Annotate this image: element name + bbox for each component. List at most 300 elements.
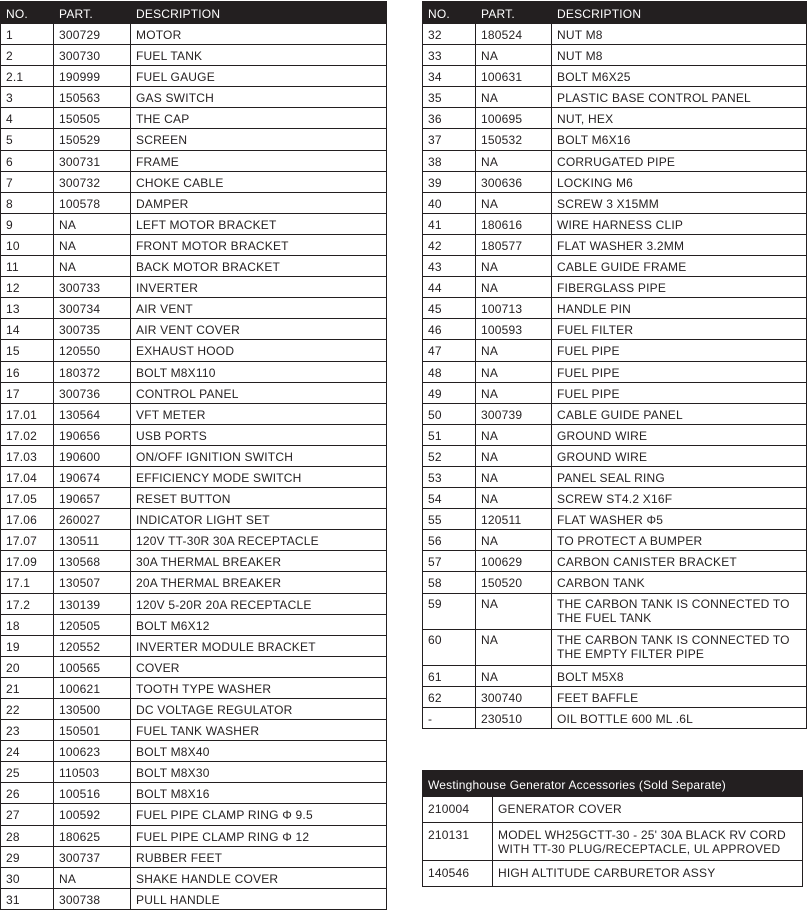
table-row <box>1 319 387 340</box>
part-number: 43 <box>423 256 476 277</box>
part-code: 150529 <box>54 129 131 150</box>
table-row <box>1 677 387 698</box>
part-number: 44 <box>423 277 476 298</box>
part-code: 100695 <box>476 108 552 129</box>
part-code: NA <box>476 488 552 509</box>
part-number: 60 <box>423 629 476 665</box>
part-description: PANEL SEAL RING <box>552 466 807 487</box>
table-row <box>1 150 387 171</box>
part-number: 17.04 <box>1 466 54 487</box>
part-code: 190657 <box>54 488 131 509</box>
accessory-row <box>423 823 803 861</box>
part-code: NA <box>476 530 552 551</box>
table-row <box>1 614 387 635</box>
part-number: 3 <box>1 87 54 108</box>
part-number: 17.2 <box>1 593 54 614</box>
part-number: 55 <box>423 509 476 530</box>
part-description: RESET BUTTON <box>131 488 387 509</box>
part-description: CONTROL PANEL <box>131 382 387 403</box>
table-row <box>1 403 387 424</box>
parts-list-left <box>1 24 387 910</box>
header-part: PART. <box>476 2 552 24</box>
part-number: 17 <box>1 382 54 403</box>
part-description: BACK MOTOR BRACKET <box>131 256 387 277</box>
part-number: 10 <box>1 234 54 255</box>
parts-table-left <box>0 1 387 910</box>
part-number: 40 <box>423 192 476 213</box>
table-row <box>1 509 387 530</box>
table-row <box>1 129 387 150</box>
part-description: CARBON TANK <box>552 572 807 593</box>
part-code: 100578 <box>54 192 131 213</box>
part-description: EXHAUST HOOD <box>131 340 387 361</box>
part-number: 58 <box>423 572 476 593</box>
part-number: 17.03 <box>1 445 54 466</box>
table-row <box>1 741 387 762</box>
part-number: 17.1 <box>1 572 54 593</box>
part-description: NUT M8 <box>552 24 807 45</box>
table-row <box>1 45 387 66</box>
part-number: 47 <box>423 340 476 361</box>
part-description: WIRE HARNESS CLIP <box>552 213 807 234</box>
table-row <box>423 593 807 629</box>
part-description: PLASTIC BASE CONTROL PANEL <box>552 87 807 108</box>
part-code: 120550 <box>54 340 131 361</box>
part-number: 18 <box>1 614 54 635</box>
part-number: 17.06 <box>1 509 54 530</box>
part-number: 17.01 <box>1 403 54 424</box>
part-description: 120V TT-30R 30A RECEPTACLE <box>131 530 387 551</box>
part-code: 130500 <box>54 699 131 720</box>
part-code: 130507 <box>54 572 131 593</box>
part-description: THE CARBON TANK IS CONNECTED TO THE EMPTY FILTER PIPE <box>552 629 807 665</box>
part-number: 36 <box>423 108 476 129</box>
part-code: 180577 <box>476 234 552 255</box>
table-row <box>1 424 387 445</box>
table-row <box>1 298 387 319</box>
part-description: NUT, HEX <box>552 108 807 129</box>
table-row <box>423 24 807 45</box>
part-number: 17.05 <box>1 488 54 509</box>
part-description: MOTOR <box>131 24 387 45</box>
part-number: 32 <box>423 24 476 45</box>
part-code: 190674 <box>54 466 131 487</box>
part-number: 27 <box>1 804 54 825</box>
table-row <box>1 382 387 403</box>
table-row <box>423 403 807 424</box>
part-code: 300738 <box>54 888 131 909</box>
part-description: NUT M8 <box>552 45 807 66</box>
part-code: NA <box>476 340 552 361</box>
part-description: FIBERGLASS PIPE <box>552 277 807 298</box>
part-code: 100516 <box>54 783 131 804</box>
part-code: 150532 <box>476 129 552 150</box>
part-code: 300735 <box>54 319 131 340</box>
part-number: 1 <box>1 24 54 45</box>
part-number: 5 <box>1 129 54 150</box>
part-number: 61 <box>423 665 476 686</box>
table-row <box>423 361 807 382</box>
part-code: 120511 <box>476 509 552 530</box>
part-code: 150501 <box>54 720 131 741</box>
part-number: 33 <box>423 45 476 66</box>
part-number: 24 <box>1 741 54 762</box>
part-code: 190999 <box>54 66 131 87</box>
part-code: 300730 <box>54 45 131 66</box>
part-code: 190656 <box>54 424 131 445</box>
part-code: 180524 <box>476 24 552 45</box>
table-row <box>423 686 807 707</box>
part-code: 110503 <box>54 762 131 783</box>
part-code: 100629 <box>476 551 552 572</box>
table-row <box>423 108 807 129</box>
part-code: 150563 <box>54 87 131 108</box>
part-description: BOLT M8X30 <box>131 762 387 783</box>
part-code: 190600 <box>54 445 131 466</box>
table-row <box>1 530 387 551</box>
part-code: 130139 <box>54 593 131 614</box>
part-number: 9 <box>1 213 54 234</box>
part-number: 41 <box>423 213 476 234</box>
part-number: 56 <box>423 530 476 551</box>
accessory-code: 140546 <box>423 861 493 887</box>
part-number: 51 <box>423 424 476 445</box>
parts-list-right <box>423 24 807 729</box>
part-number: 13 <box>1 298 54 319</box>
accessory-description: MODEL WH25GCTT-30 - 25' 30A BLACK RV CORD WITH TT-30 PLUG/RECEPTACLE, UL APPROVED <box>493 823 803 861</box>
part-number: 7 <box>1 171 54 192</box>
part-number: 17.02 <box>1 424 54 445</box>
part-description: FUEL PIPE <box>552 340 807 361</box>
accessories-table <box>422 770 803 887</box>
part-description: COVER <box>131 656 387 677</box>
part-code: NA <box>476 150 552 171</box>
part-description: FLAT WASHER Φ5 <box>552 509 807 530</box>
part-code: NA <box>54 234 131 255</box>
table-row <box>423 87 807 108</box>
part-code: 300732 <box>54 171 131 192</box>
part-code: 180372 <box>54 361 131 382</box>
part-code: 100631 <box>476 66 552 87</box>
part-code: 300739 <box>476 403 552 424</box>
part-code: 300636 <box>476 171 552 192</box>
table-row <box>423 572 807 593</box>
part-description: TO PROTECT A BUMPER <box>552 530 807 551</box>
table-row <box>1 213 387 234</box>
part-description: OIL BOTTLE 600 ML .6L <box>552 707 807 728</box>
part-code: 100592 <box>54 804 131 825</box>
part-description: THE CARBON TANK IS CONNECTED TO THE FUEL TANK <box>552 593 807 629</box>
part-code: NA <box>476 87 552 108</box>
part-code: 300733 <box>54 277 131 298</box>
part-number: 6 <box>1 150 54 171</box>
part-description: BOLT M8X110 <box>131 361 387 382</box>
part-number: 59 <box>423 593 476 629</box>
part-code: 300731 <box>54 150 131 171</box>
table-row <box>423 466 807 487</box>
table-row <box>423 382 807 403</box>
part-number: 48 <box>423 361 476 382</box>
accessories-header-row <box>423 771 803 797</box>
part-code: NA <box>54 867 131 888</box>
table-row <box>1 466 387 487</box>
table-row <box>423 509 807 530</box>
part-description: BOLT M5X8 <box>552 665 807 686</box>
table-row <box>423 445 807 466</box>
table-header-row <box>423 2 807 24</box>
table-row <box>423 530 807 551</box>
part-number: 42 <box>423 234 476 255</box>
part-code: NA <box>476 382 552 403</box>
table-row <box>423 707 807 728</box>
table-row <box>1 720 387 741</box>
part-number: 25 <box>1 762 54 783</box>
part-number: 26 <box>1 783 54 804</box>
part-description: FRAME <box>131 150 387 171</box>
part-number: 38 <box>423 150 476 171</box>
part-code: 300740 <box>476 686 552 707</box>
part-code: 180625 <box>54 825 131 846</box>
table-row <box>1 108 387 129</box>
part-code: 130568 <box>54 551 131 572</box>
table-row <box>423 66 807 87</box>
table-row <box>1 488 387 509</box>
table-row <box>423 488 807 509</box>
table-row <box>423 424 807 445</box>
header-no: NO. <box>1 2 54 24</box>
part-description: FUEL PIPE CLAMP RING Φ 12 <box>131 825 387 846</box>
table-row <box>423 551 807 572</box>
part-code: 100593 <box>476 319 552 340</box>
part-number: 54 <box>423 488 476 509</box>
part-description: 20A THERMAL BREAKER <box>131 572 387 593</box>
part-description: THE CAP <box>131 108 387 129</box>
accessory-description: HIGH ALTITUDE CARBURETOR ASSY <box>493 861 803 887</box>
part-number: 15 <box>1 340 54 361</box>
part-number: 49 <box>423 382 476 403</box>
table-row <box>423 629 807 665</box>
part-description: FUEL TANK <box>131 45 387 66</box>
table-row <box>423 340 807 361</box>
table-row <box>1 171 387 192</box>
part-description: FUEL PIPE <box>552 361 807 382</box>
part-number: 14 <box>1 319 54 340</box>
table-row <box>1 635 387 656</box>
table-row <box>1 24 387 45</box>
part-description: CABLE GUIDE FRAME <box>552 256 807 277</box>
table-row <box>423 256 807 277</box>
header-description: DESCRIPTION <box>552 2 807 24</box>
part-number: 23 <box>1 720 54 741</box>
part-description: BOLT M8X40 <box>131 741 387 762</box>
table-row <box>1 762 387 783</box>
part-code: 300737 <box>54 846 131 867</box>
part-description: FEET BAFFLE <box>552 686 807 707</box>
part-description: SCREEN <box>131 129 387 150</box>
table-row <box>423 213 807 234</box>
part-description: INDICATOR LIGHT SET <box>131 509 387 530</box>
part-description: SCREW 3 X15MM <box>552 192 807 213</box>
part-code: 130511 <box>54 530 131 551</box>
part-number: 50 <box>423 403 476 424</box>
part-description: HANDLE PIN <box>552 298 807 319</box>
part-code: 120505 <box>54 614 131 635</box>
table-row <box>1 867 387 888</box>
part-number: 52 <box>423 445 476 466</box>
part-number: 45 <box>423 298 476 319</box>
table-row <box>423 665 807 686</box>
part-description: FRONT MOTOR BRACKET <box>131 234 387 255</box>
part-description: CARBON CANISTER BRACKET <box>552 551 807 572</box>
table-row <box>1 361 387 382</box>
part-code: NA <box>476 424 552 445</box>
table-row <box>423 298 807 319</box>
part-number: 4 <box>1 108 54 129</box>
part-number: - <box>423 707 476 728</box>
part-description: AIR VENT COVER <box>131 319 387 340</box>
part-description: BOLT M6X12 <box>131 614 387 635</box>
table-row <box>1 234 387 255</box>
part-description: PULL HANDLE <box>131 888 387 909</box>
part-description: FUEL FILTER <box>552 319 807 340</box>
table-header-row <box>1 2 387 24</box>
part-code: NA <box>54 213 131 234</box>
table-row <box>423 192 807 213</box>
part-description: VFT METER <box>131 403 387 424</box>
part-description: AIR VENT <box>131 298 387 319</box>
part-number: 39 <box>423 171 476 192</box>
part-code: 230510 <box>476 707 552 728</box>
table-row <box>1 825 387 846</box>
part-description: 30A THERMAL BREAKER <box>131 551 387 572</box>
part-description: BOLT M6X16 <box>552 129 807 150</box>
table-row <box>423 319 807 340</box>
part-number: 22 <box>1 699 54 720</box>
part-code: 150520 <box>476 572 552 593</box>
part-number: 30 <box>1 867 54 888</box>
part-code: NA <box>476 629 552 665</box>
part-code: NA <box>476 593 552 629</box>
accessory-code: 210131 <box>423 823 493 861</box>
part-number: 35 <box>423 87 476 108</box>
accessory-row <box>423 797 803 823</box>
part-description: ON/OFF IGNITION SWITCH <box>131 445 387 466</box>
accessories-title: Westinghouse Generator Accessories (Sold Separate) <box>423 771 803 797</box>
table-row <box>1 66 387 87</box>
part-description: CORRUGATED PIPE <box>552 150 807 171</box>
part-description: EFFICIENCY MODE SWITCH <box>131 466 387 487</box>
table-row <box>1 888 387 909</box>
table-row <box>1 572 387 593</box>
part-description: CABLE GUIDE PANEL <box>552 403 807 424</box>
header-no: NO. <box>423 2 476 24</box>
part-description: BOLT M6X25 <box>552 66 807 87</box>
part-description: FLAT WASHER 3.2MM <box>552 234 807 255</box>
accessories-list <box>423 797 803 887</box>
part-number: 16 <box>1 361 54 382</box>
parts-table-right <box>422 1 807 729</box>
part-number: 31 <box>1 888 54 909</box>
part-number: 8 <box>1 192 54 213</box>
table-row <box>1 846 387 867</box>
accessory-row <box>423 861 803 887</box>
part-number: 2.1 <box>1 66 54 87</box>
part-number: 17.07 <box>1 530 54 551</box>
table-row <box>1 445 387 466</box>
part-code: NA <box>476 45 552 66</box>
part-number: 46 <box>423 319 476 340</box>
part-number: 57 <box>423 551 476 572</box>
table-row <box>1 340 387 361</box>
part-number: 29 <box>1 846 54 867</box>
part-description: GROUND WIRE <box>552 445 807 466</box>
part-code: 300729 <box>54 24 131 45</box>
part-number: 62 <box>423 686 476 707</box>
part-description: GAS SWITCH <box>131 87 387 108</box>
part-code: 300734 <box>54 298 131 319</box>
table-row <box>1 192 387 213</box>
table-row <box>1 593 387 614</box>
part-description: FUEL GAUGE <box>131 66 387 87</box>
header-description: DESCRIPTION <box>131 2 387 24</box>
part-code: 150505 <box>54 108 131 129</box>
part-description: LOCKING M6 <box>552 171 807 192</box>
part-code: NA <box>54 256 131 277</box>
part-code: 100565 <box>54 656 131 677</box>
part-description: SCREW ST4.2 X16F <box>552 488 807 509</box>
part-code: 120552 <box>54 635 131 656</box>
part-description: FUEL TANK WASHER <box>131 720 387 741</box>
part-number: 21 <box>1 677 54 698</box>
part-description: RUBBER FEET <box>131 846 387 867</box>
table-row <box>423 45 807 66</box>
part-code: NA <box>476 665 552 686</box>
part-code: NA <box>476 277 552 298</box>
part-code: 260027 <box>54 509 131 530</box>
part-number: 34 <box>423 66 476 87</box>
part-description: BOLT M8X16 <box>131 783 387 804</box>
part-code: 100713 <box>476 298 552 319</box>
table-row <box>1 656 387 677</box>
part-number: 2 <box>1 45 54 66</box>
part-number: 17.09 <box>1 551 54 572</box>
header-part: PART. <box>54 2 131 24</box>
table-row <box>423 234 807 255</box>
part-code: NA <box>476 445 552 466</box>
part-description: CHOKE CABLE <box>131 171 387 192</box>
part-code: 100621 <box>54 677 131 698</box>
part-number: 28 <box>1 825 54 846</box>
accessory-code: 210004 <box>423 797 493 823</box>
part-description: FUEL PIPE <box>552 382 807 403</box>
part-number: 53 <box>423 466 476 487</box>
table-row <box>1 551 387 572</box>
table-row <box>423 129 807 150</box>
part-number: 12 <box>1 277 54 298</box>
table-row <box>423 150 807 171</box>
part-description: SHAKE HANDLE COVER <box>131 867 387 888</box>
part-code: 130564 <box>54 403 131 424</box>
table-row <box>423 277 807 298</box>
part-description: TOOTH TYPE WASHER <box>131 677 387 698</box>
part-description: 120V 5-20R 20A RECEPTACLE <box>131 593 387 614</box>
part-code: NA <box>476 361 552 382</box>
part-description: LEFT MOTOR BRACKET <box>131 213 387 234</box>
part-description: DAMPER <box>131 192 387 213</box>
part-description: INVERTER <box>131 277 387 298</box>
accessory-description: GENERATOR COVER <box>493 797 803 823</box>
table-row <box>1 804 387 825</box>
